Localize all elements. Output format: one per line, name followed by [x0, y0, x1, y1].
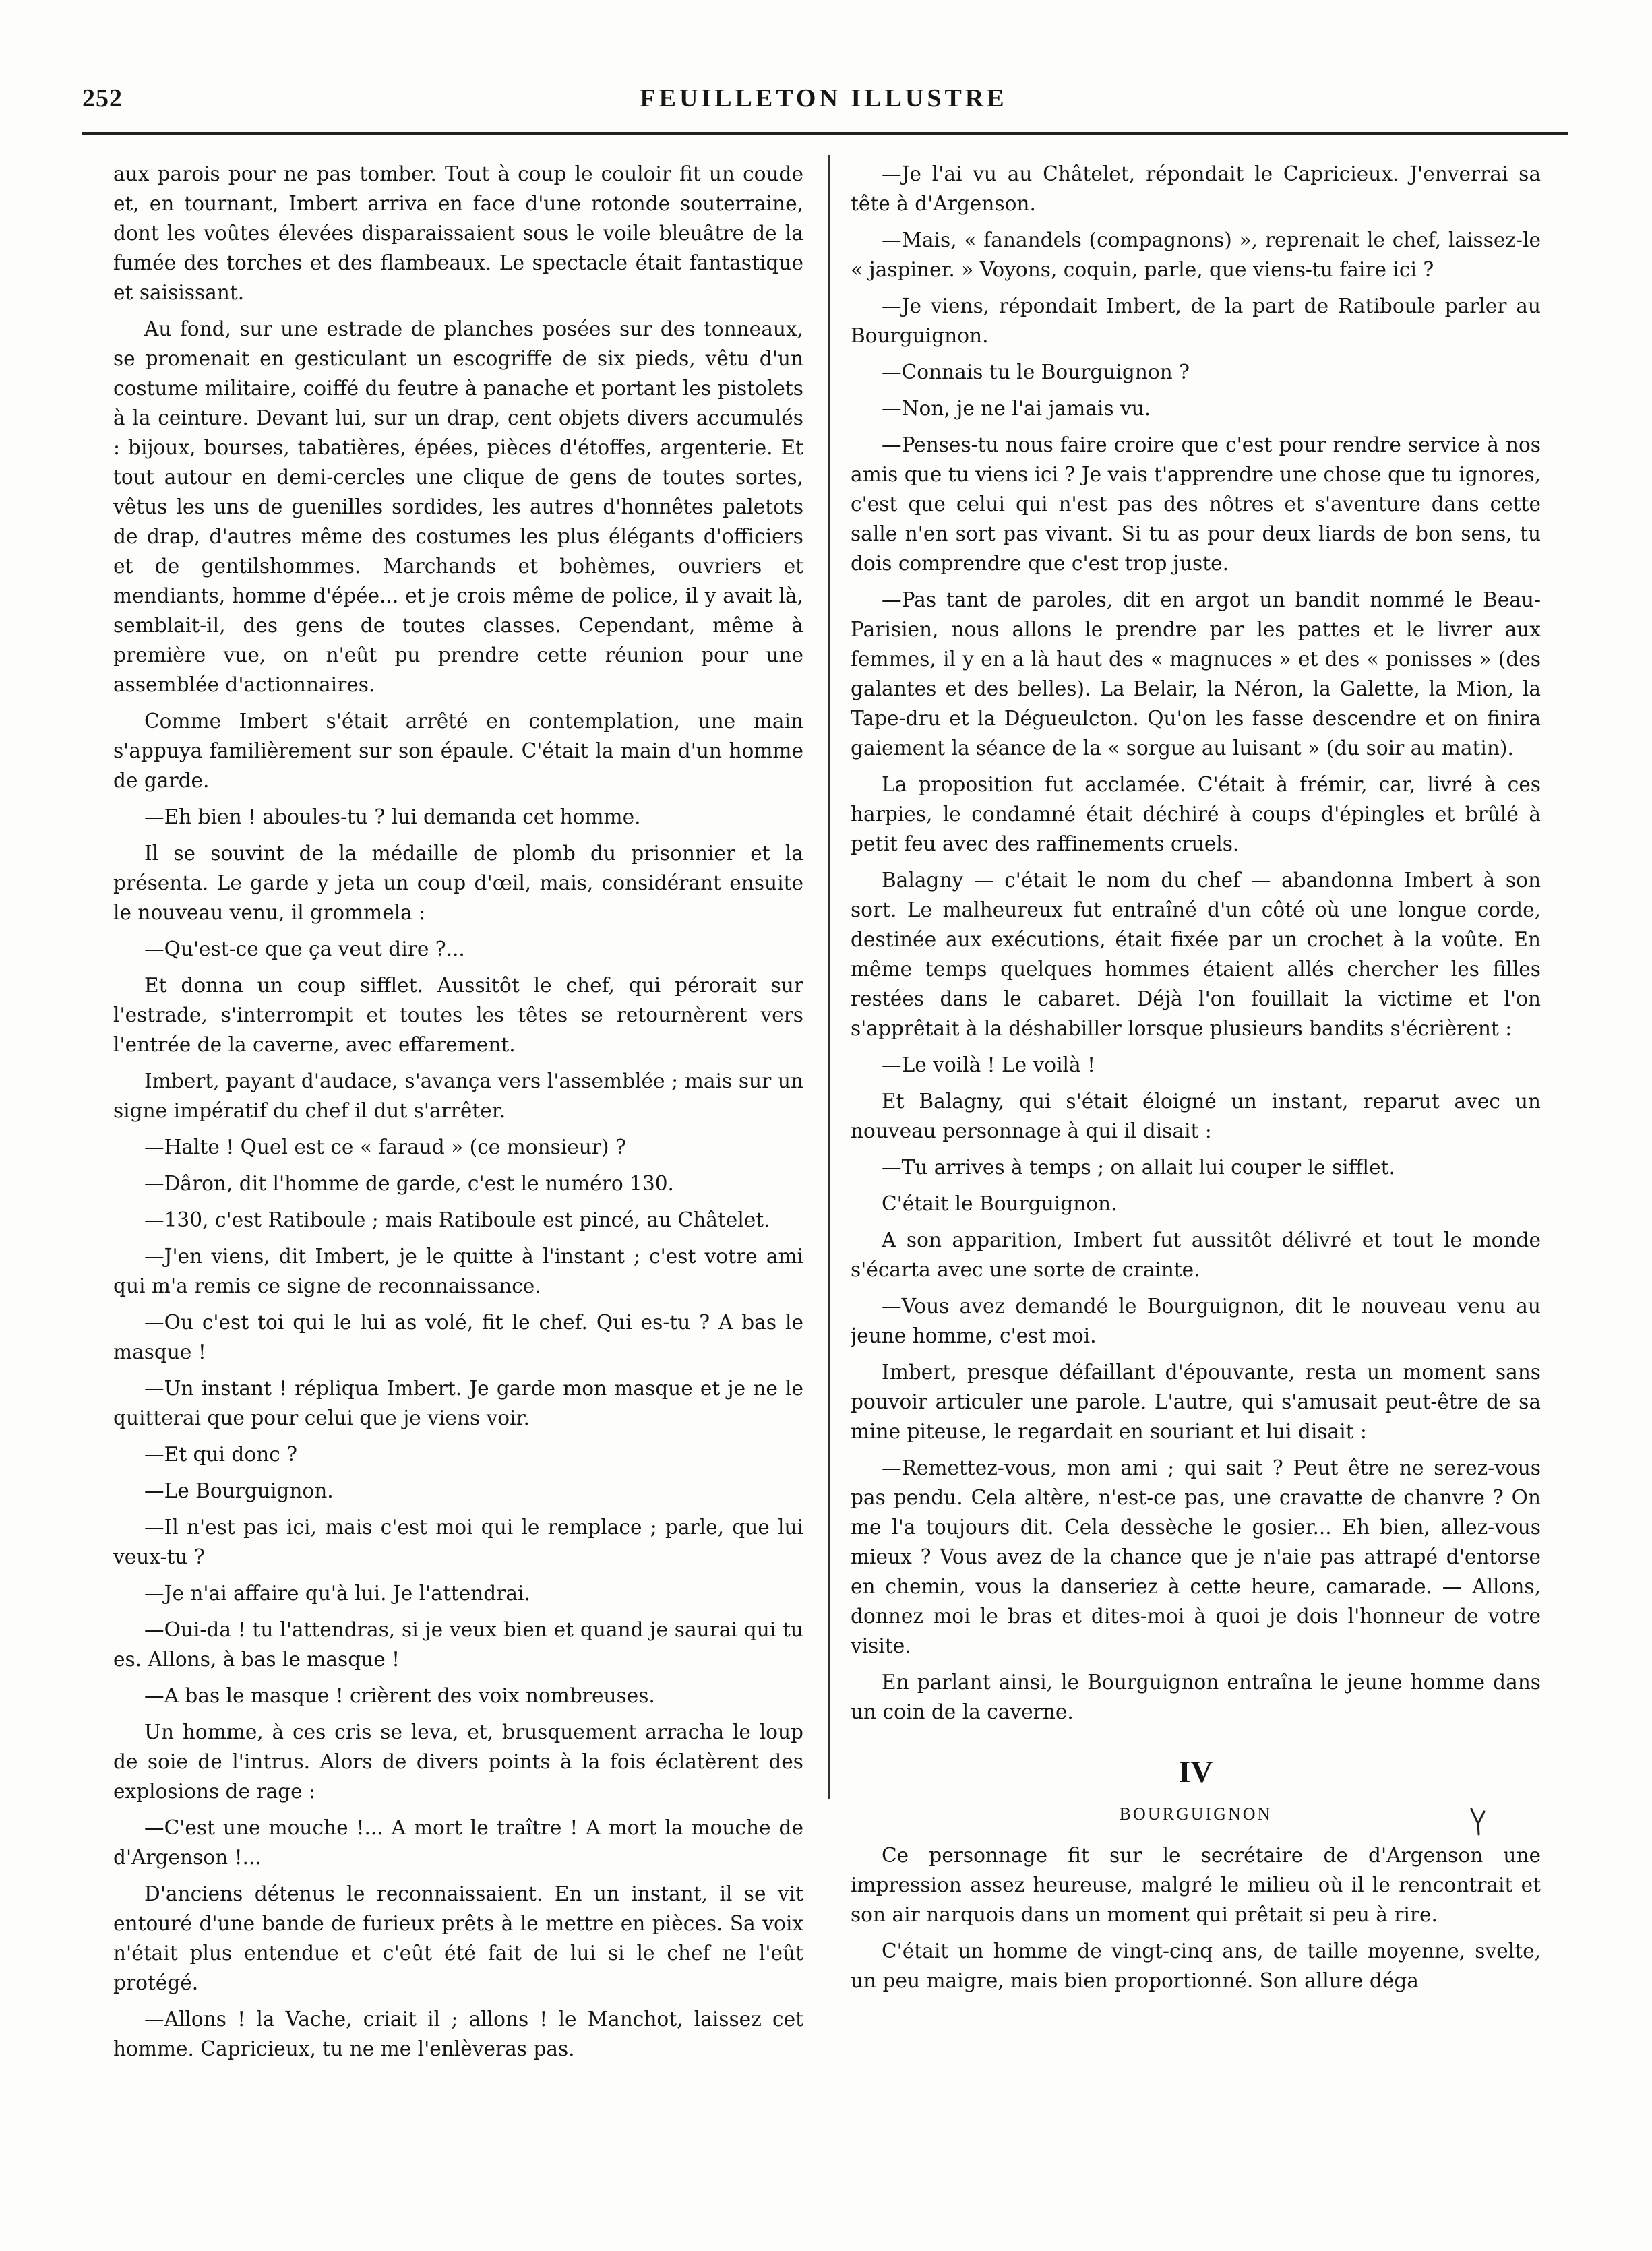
dialogue-line: —Non, je ne l'ai jamais vu. [882, 397, 1151, 420]
dialogue-line: —Oui-da ! tu l'attendras, si je veux bien et quand je saurai qui tu es. Allons, à bas le masque ! [113, 1618, 803, 1671]
dialogue-line: —Tu arrives à temps ; on allait lui couper le sifflet. [882, 1156, 1395, 1179]
dialogue-line: —Et qui donc ? [144, 1443, 298, 1466]
chapter-number: IV [1178, 1754, 1213, 1789]
paragraph: aux parois pour ne pas tomber. Tout à coup le couloir fit un coude et, en tournant, Imbert arriva en face d'une rotonde souterraine, dont les voûtes élevées disparaissaient sous le voile bleuâtre de la fumée des torches et des flambeaux. Le spectacle était fantastique et saisissant. [113, 162, 803, 304]
paragraph: En parlant ainsi, le Bourguignon entraîna le jeune homme dans un coin de la caverne. [851, 1671, 1541, 1723]
dialogue-line: —Penses-tu nous faire croire que c'est pour rendre service à nos amis que tu viens ici ? Je vais t'apprendre une chose que tu ignores, c'est que celui qui n'est pas des nôtres et s'aventure dans cette salle n'en sort pas vivant. Si tu as pour deux liards de bon sens, tu dois comprendre que c'est trop juste. [851, 433, 1541, 575]
right-column [851, 159, 1541, 2221]
dialogue-line: —Il n'est pas ici, mais c'est moi qui le remplace ; parle, que lui veux-tu ? [113, 1516, 803, 1568]
dialogue-line: —Eh bien ! aboules-tu ? lui demanda cet homme. [144, 805, 641, 828]
paragraph: Et donna un coup sifflet. Aussitôt le chef, qui pérorait sur l'estrade, s'interrompit et toutes les têtes se retournèrent vers l'entrée de la caverne, avec effarement. [113, 974, 803, 1056]
dialogue-line: —Mais, « fanandels (compagnons) », reprenait le chef, laissez-le « jaspiner. » Voyons, coquin, parle, que viens-tu faire ici ? [851, 228, 1541, 281]
paragraph: Imbert, presque défaillant d'épouvante, resta un moment sans pouvoir articuler une parole. L'autre, qui s'amusait peut-être de sa mine piteuse, le regardait en souriant et lui disait : [851, 1361, 1541, 1443]
dialogue-line: —Le voilà ! Le voilà ! [882, 1053, 1095, 1076]
dialogue-line: —Vous avez demandé le Bourguignon, dit le nouveau venu au jeune homme, c'est moi. [851, 1295, 1541, 1347]
paragraph: Un homme, à ces cris se leva, et, brusquement arracha le loup de soie de l'intrus. Alors de divers points à la fois éclatèrent des explosions de rage : [113, 1721, 803, 1803]
dialogue-line: —Je viens, répondait Imbert, de la part de Ratiboule parler au Bourguignon. [851, 295, 1541, 347]
dialogue-line: —Qu'est-ce que ça veut dire ?... [144, 937, 465, 960]
paragraph: Imbert, payant d'audace, s'avança vers l'assemblée ; mais sur un signe impératif du chef il dut s'arrêter. [113, 1070, 803, 1122]
header-rule [82, 132, 1568, 135]
dialogue-line: —Je n'ai affaire qu'à lui. Je l'attendrai. [144, 1582, 530, 1605]
paragraph: C'était un homme de vingt-cinq ans, de taille moyenne, svelte, un peu maigre, mais bien proportionné. Son allure déga [851, 1940, 1541, 1992]
paragraph: Au fond, sur une estrade de planches posées sur des tonneaux, se promenait en gesticulant un escogriffe de six pieds, vêtu d'un costume militaire, coiffé du feutre à panache et portant les pistolets à la ceinture. Devant lui, sur un drap, cent objets divers accumulés : bijoux, bourses, tabatières, épées, pièces d'étoffes, argenterie. Et tout autour en demi-cercles une clique de gens de toutes sortes, vêtus les uns de guenilles sordides, les autres d'honnêtes paletots de drap, d'autres même des costumes les plus élégants d'officiers et de gentilshommes. Marchands et bohèmes, ouvriers et mendiants, homme d'épée... et je crois même de police, il y avait là, semblait-il, des gens de toutes classes. Cependant, même à première vue, on n'eût pu prendre cette réunion pour une assemblée d'actionnaires. [113, 317, 803, 696]
dialogue-line: —C'est une mouche !... A mort le traître ! A mort la mouche de d'Argenson !... [113, 1816, 803, 1869]
dialogue-line: —Le Bourguignon. [144, 1479, 334, 1502]
paragraph: Il se souvint de la médaille de plomb du prisonnier et la présenta. Le garde y jeta un coup d'œil, mais, considérant ensuite le nouveau venu, il grommela : [113, 842, 803, 924]
dialogue-line: —Je l'ai vu au Châtelet, répondait le Capricieux. J'enverrai sa tête à d'Argenson. [851, 162, 1541, 215]
paragraph: Et Balagny, qui s'était éloigné un instant, reparut avec un nouveau personnage à qui il disait : [851, 1090, 1541, 1142]
paragraph: A son apparition, Imbert fut aussitôt délivré et tout le monde s'écarta avec une sorte de crainte. [851, 1229, 1541, 1281]
dialogue-line: —A bas le masque ! crièrent des voix nombreuses. [144, 1684, 655, 1707]
paragraph: Balagny — c'était le nom du chef — abandonna Imbert à son sort. Le malheureux fut entraîné d'un côté où une longue corde, destinée aux exécutions, était fixée par un crochet à la voûte. En même temps quelques hommes étaient allés chercher les filles restées dans le cabaret. Déjà l'on fouillait la victime et l'on s'apprêtait à la déshabiller lorsque plusieurs bandits s'écrièrent : [851, 869, 1541, 1040]
dialogue-line: —J'en viens, dit Imbert, je le quitte à l'instant ; c'est votre ami qui m'a remis ce signe de reconnaissance. [113, 1245, 803, 1297]
paragraph: D'anciens détenus le reconnaissaient. En un instant, il se vit entouré d'une bande de furieux prêts à le mettre en pièces. Sa voix n'était plus entendue et c'eût été fait de lui si le chef ne l'eût protégé. [113, 1882, 803, 1994]
left-column [113, 159, 803, 2221]
paragraph: Comme Imbert s'était arrêté en contemplation, une main s'appuya familièrement sur son épaule. C'était la main d'un homme de garde. [113, 710, 803, 792]
page-number: 252 [82, 84, 123, 113]
paragraph: C'était le Bourguignon. [882, 1192, 1118, 1215]
dialogue-line: —130, c'est Ratiboule ; mais Ratiboule est pincé, au Châtelet. [144, 1208, 770, 1231]
dialogue-line: —Pas tant de paroles, dit en argot un bandit nommé le Beau-Parisien, nous allons le prendre par les pattes et le livrer aux femmes, il y en a là haut des « magnuces » et des « ponisses » (des galantes et des belles). La Belair, la Néron, la Galette, la Mion, la Tape-dru et la Dégueulcton. Qu'on les fasse descendre et on finira gaiement la séance de la « sorgue au luisant » (du soir au matin). [851, 588, 1541, 760]
dialogue-line: —Ou c'est toi qui le lui as volé, fit le chef. Qui es-tu ? A bas le masque ! [113, 1311, 803, 1363]
paragraph: Ce personnage fit sur le secrétaire de d'Argenson une impression assez heureuse, malgré le milieu où il le rencontrait et son air narquois dans un moment qui prêtait si peu à rire. [851, 1844, 1541, 1926]
dialogue-line: —Un instant ! répliqua Imbert. Je garde mon masque et je ne le quitterai que pour celui que je viens voir. [113, 1377, 803, 1429]
paragraph: La proposition fut acclamée. C'était à frémir, car, livré à ces harpies, le condamné était déchiré à coups d'épingles et brûlé à petit feu avec des raffinements cruels. [851, 773, 1541, 855]
dialogue-line: —Halte ! Quel est ce « faraud » (ce monsieur) ? [144, 1136, 626, 1159]
column-divider [828, 155, 830, 1799]
ink-mark-icon [1469, 1806, 1487, 1837]
running-title: FEUILLETON ILLUSTRE [640, 84, 1008, 113]
chapter-title: BOURGUIGNON [1119, 1804, 1273, 1824]
dialogue-line: —Connais tu le Bourguignon ? [882, 361, 1190, 383]
dialogue-line: —Remettez-vous, mon ami ; qui sait ? Peut être ne serez-vous pas pendu. Cela altère, n'est-ce pas, une cravatte de chanvre ? On me l'a toujours dit. Cela dessèche le gosier... Eh bien, allez-vous mieux ? Vous avez de la chance que je n'aie pas attrapé d'entorse en chemin, vous la danseriez à cette heure, camarade. — Allons, donnez moi le bras et dites-moi à quoi je dois l'honneur de votre visite. [851, 1456, 1541, 1657]
page-header [82, 84, 1565, 124]
dialogue-line: —Dâron, dit l'homme de garde, c'est le numéro 130. [144, 1172, 674, 1195]
dialogue-line: —Allons ! la Vache, criait il ; allons ! le Manchot, laissez cet homme. Capricieux, tu ne me l'enlèveras pas. [113, 2008, 803, 2060]
